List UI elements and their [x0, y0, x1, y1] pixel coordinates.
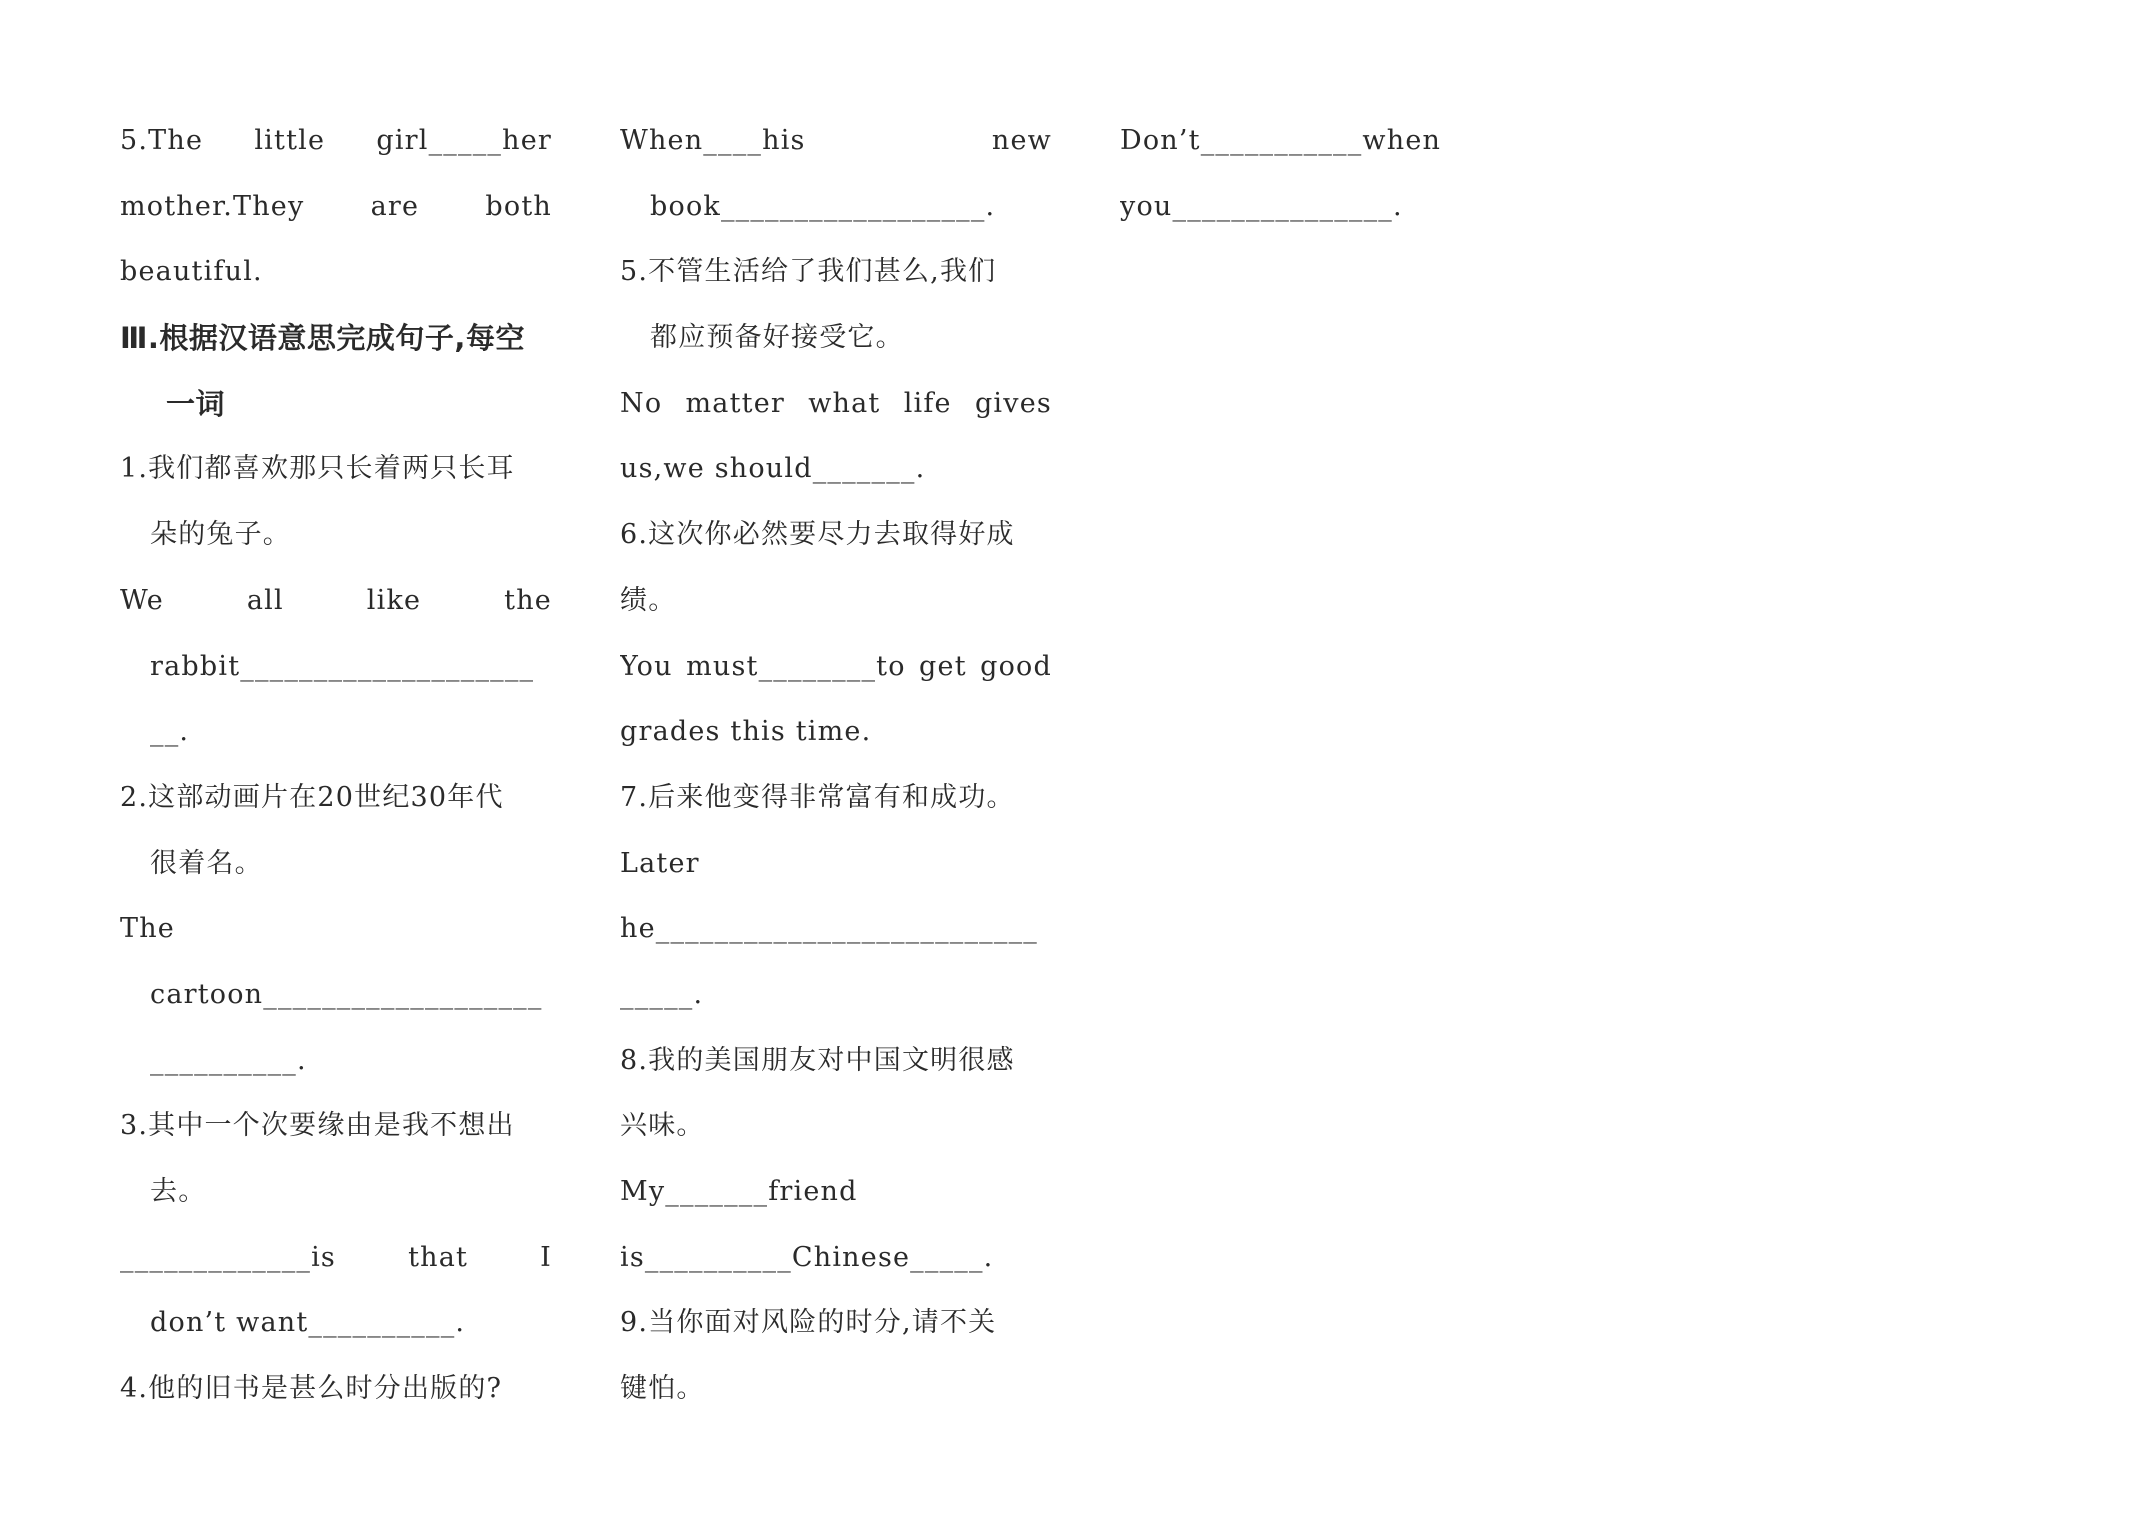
q6-english-line-1	[620, 641, 1052, 707]
q1-word: all	[246, 584, 284, 616]
q5-word: little	[254, 125, 326, 156]
q5-en-word: gives	[974, 387, 1052, 419]
column-3	[1120, 115, 1552, 246]
q1-english-line-1	[120, 575, 552, 641]
q5-chinese-continued: 都应预备好接受它。	[650, 322, 904, 354]
q6-word: You	[620, 650, 673, 682]
q7-english-line-2: he__________________________	[620, 913, 1038, 945]
q3-english-line-2: don’t want__________.	[150, 1307, 466, 1339]
q7-english-line-3: _____.	[620, 978, 704, 1010]
q6-word: good	[980, 650, 1052, 682]
q5-word: both	[485, 190, 552, 222]
q4-word: new	[991, 125, 1052, 156]
q1-chinese-continued: 朵的兔子。	[150, 519, 291, 551]
q5-english-line-2: us,we should_______.	[620, 453, 926, 485]
q2-english-line-2: cartoon___________________	[150, 978, 543, 1010]
q8-chinese-continued: 兴味。	[620, 1110, 705, 1142]
q7-english-line-1: Later	[620, 847, 700, 879]
q4-english-line-2: book__________________.	[650, 190, 996, 222]
column-1	[120, 115, 552, 1429]
q5-line-2	[120, 181, 552, 247]
q1-word: the	[504, 584, 552, 616]
q9-chinese: 9.当你面对风险的时分,请不关	[620, 1307, 997, 1339]
q1-english-line-3: __.	[150, 716, 190, 748]
q3-word: I	[540, 1241, 552, 1273]
q2-chinese: 2.这部动画片在20世纪30年代	[120, 781, 504, 813]
q1-word: We	[120, 584, 164, 616]
q2-chinese-continued: 很着名。	[150, 847, 263, 879]
q5-chinese: 5.不管生活给了我们甚么,我们	[620, 256, 997, 288]
q7-chinese: 7.后来他变得非常富有和成功。	[620, 781, 1015, 813]
q9-english-line-2: you_______________.	[1120, 190, 1403, 222]
q5-word: are	[370, 190, 420, 222]
q5-en-word: matter	[685, 387, 785, 419]
q2-english-line-1: The	[120, 913, 175, 945]
q6-chinese: 6.这次你必然要尽力去取得好成	[620, 519, 1015, 551]
q3-english-line-1	[120, 1232, 552, 1298]
q8-english-line-1: My_______friend	[620, 1176, 858, 1207]
q1-english-line-2: rabbit____________________	[150, 650, 535, 682]
q6-english-line-2: grades this time.	[620, 716, 872, 748]
q1-chinese: 1.我们都喜欢那只长着两只长耳	[120, 453, 515, 485]
q4-chinese: 4.他的旧书是甚么时分出版的?	[120, 1373, 503, 1405]
q9-english-line-1: Don’t___________when	[1120, 125, 1442, 156]
q8-english-line-2: is__________Chinese_____.	[620, 1241, 994, 1273]
q5-line-1	[120, 115, 552, 181]
q5-en-word: what	[808, 387, 881, 419]
q8-chinese: 8.我的美国朋友对中国文明很感	[620, 1044, 1015, 1076]
q5-en-word: No	[620, 387, 663, 419]
column-2	[620, 115, 1052, 1429]
section-heading-continued: 一词	[166, 386, 226, 421]
q4-english-line-1	[620, 115, 1052, 181]
q1-word: like	[366, 584, 422, 616]
q6-word: must________to	[686, 650, 906, 682]
q3-chinese-continued: 去。	[150, 1176, 207, 1207]
q4-word: When____his	[620, 125, 806, 156]
q5-english-line-1	[620, 378, 1052, 444]
q5-line-3: beautiful.	[120, 256, 263, 288]
q2-english-line-3: __________.	[150, 1044, 307, 1076]
q6-chinese-continued: 绩。	[620, 584, 677, 616]
q6-word: get	[919, 650, 967, 682]
q3-word: _____________is	[120, 1241, 336, 1273]
q9-chinese-continued: 键怕。	[620, 1373, 705, 1405]
q5-word: girl_____her	[376, 125, 552, 156]
section-heading: Ⅲ.根据汉语意思完成句子,每空	[120, 321, 525, 356]
q3-chinese: 3.其中一个次要缘由是我不想出	[120, 1110, 515, 1142]
q5-word: 5.The	[120, 125, 204, 156]
q5-en-word: life	[903, 387, 952, 419]
q3-word: that	[408, 1241, 469, 1273]
q5-word: mother.They	[120, 190, 305, 222]
